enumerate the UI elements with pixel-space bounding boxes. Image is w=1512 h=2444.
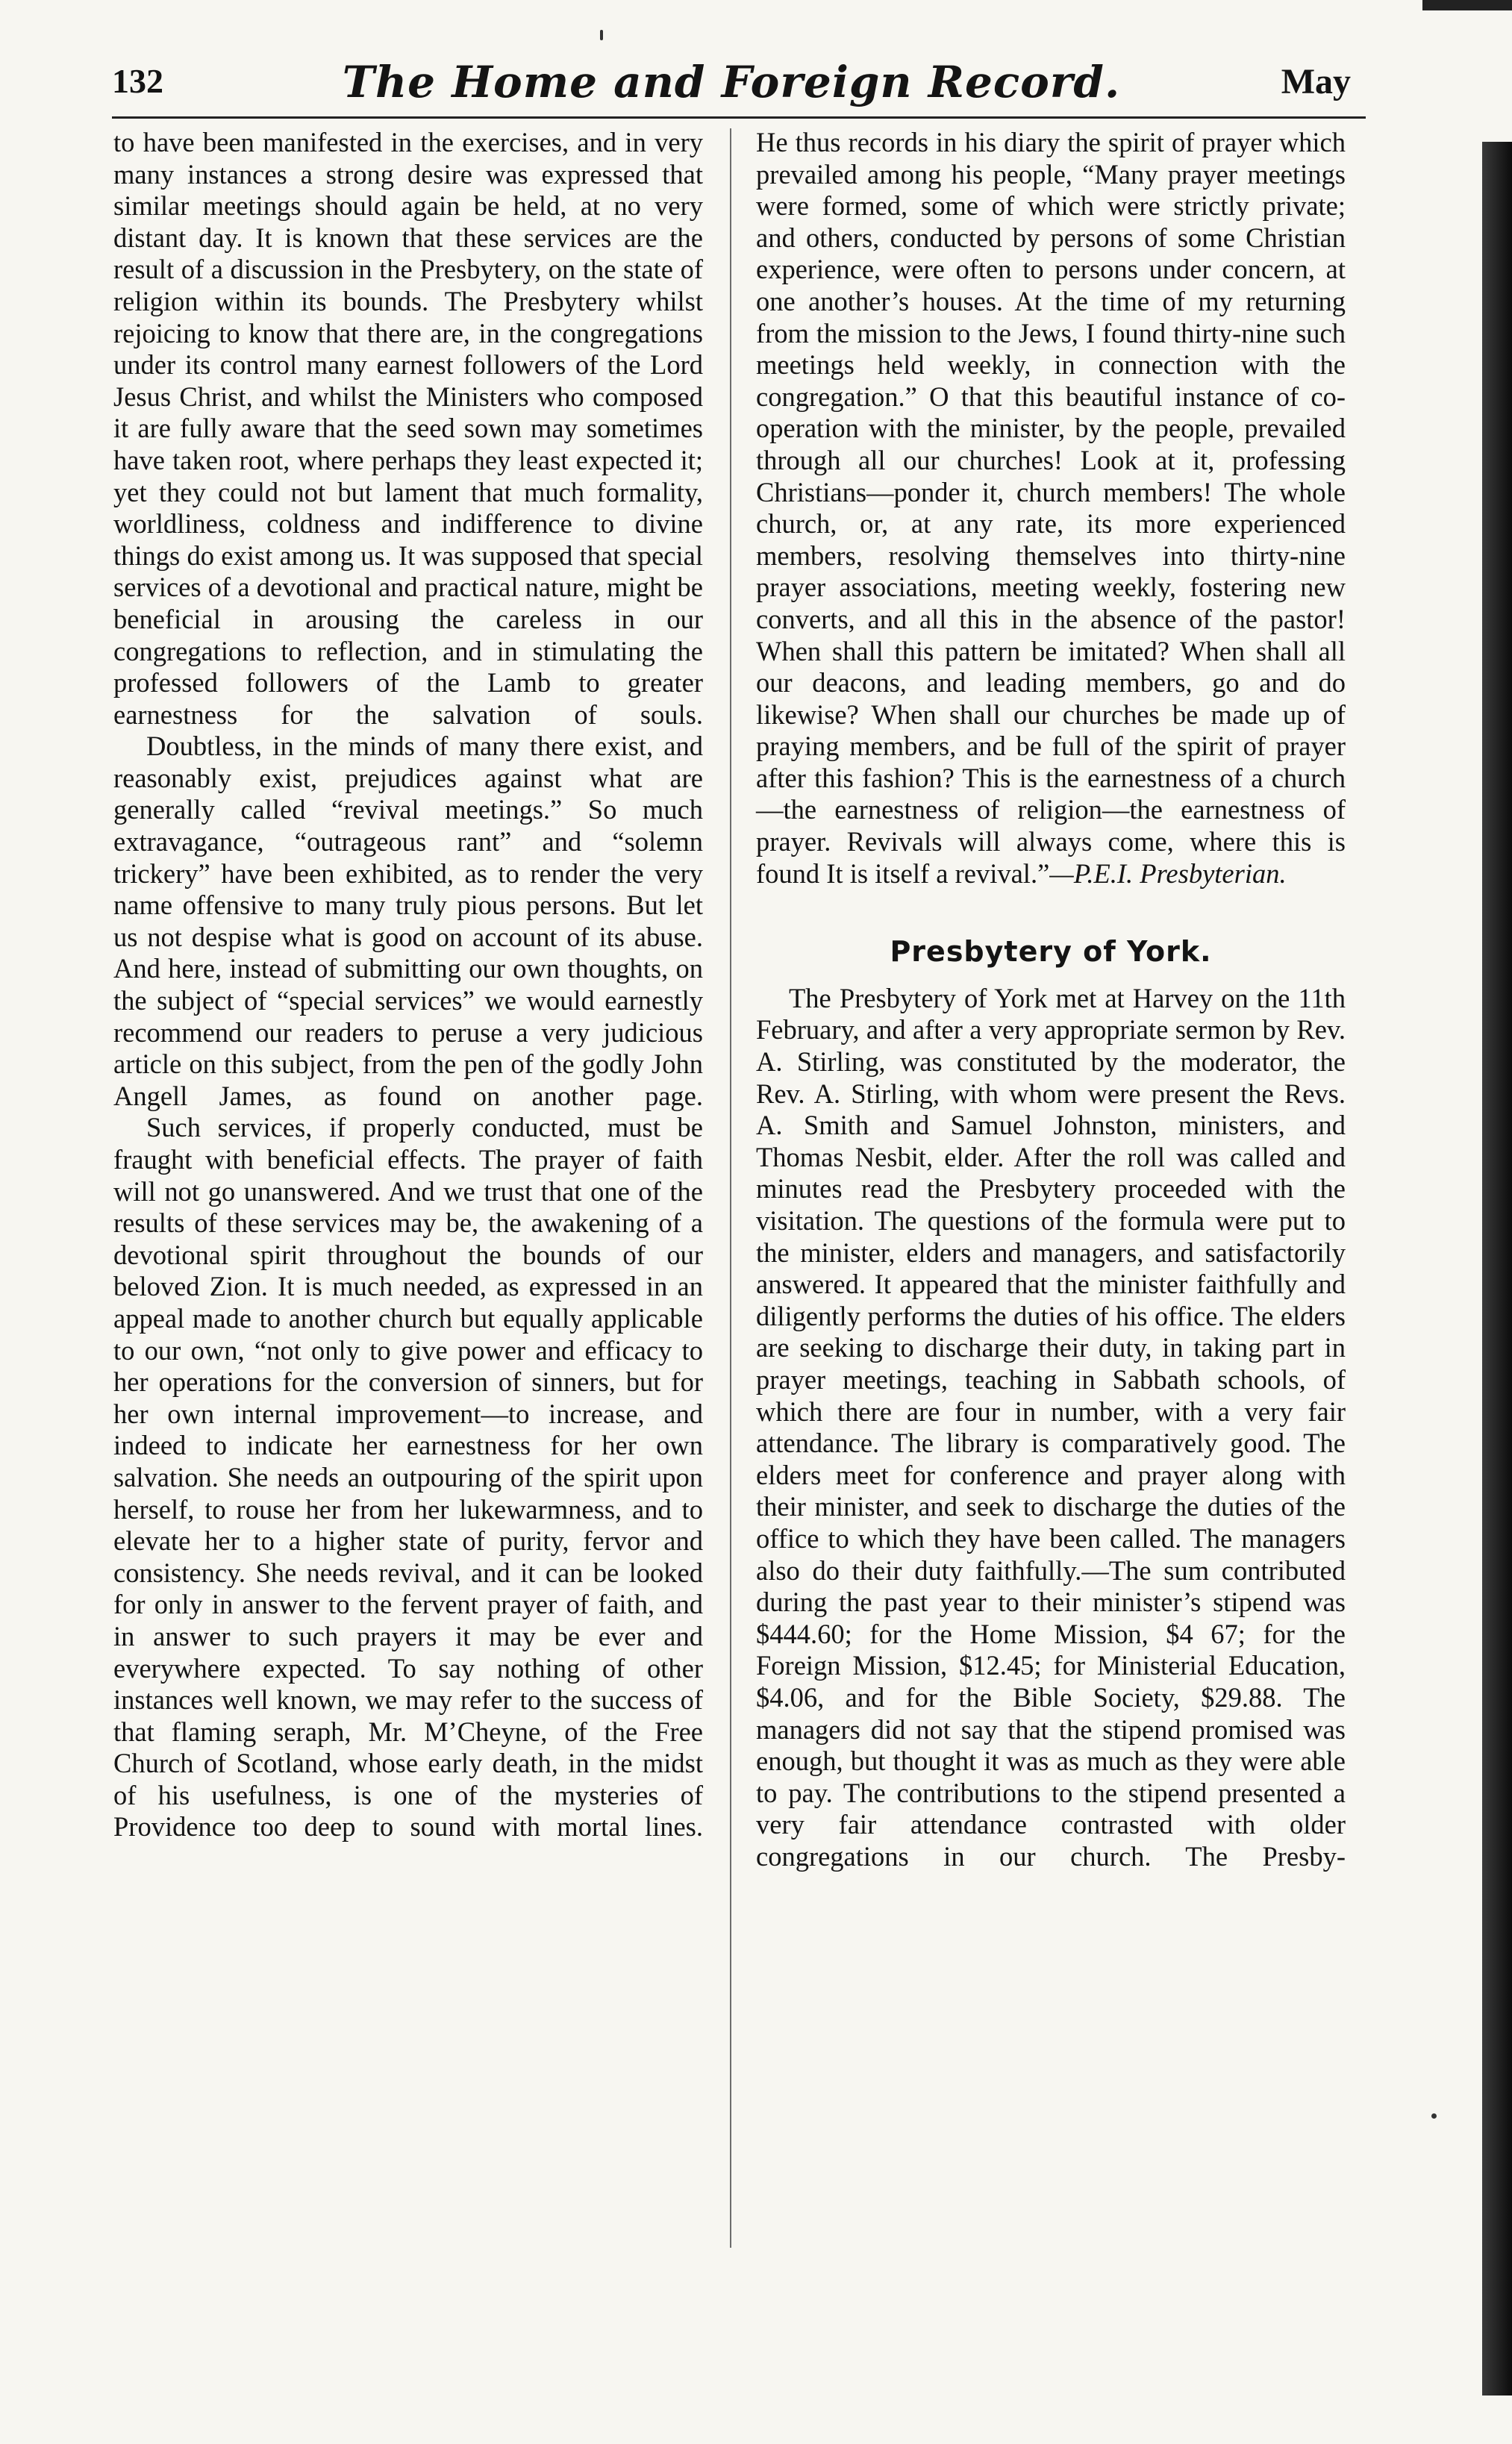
section-paragraph: The Presbytery of York met at Harvey on the 11th February, and after a very appropriate sermon by Rev. A. Stirling, was constituted by the moderator, the Rev. A. Stirling, with whom were present the Revs. A. Smith and Samuel Johnston, ministers, and Thomas Nesbit, elder. After the roll was called and minutes read the Presbytery proceeded with the visitation. The questions of the formula were put to the minister, elders and managers, and satisfactorily answered. It appeared that the minister faithfully and diligently performs the duties of his office. The elders are seeking to discharge their duty, in taking part in prayer meetings, teaching in Sabbath schools, of which there are four in number, with a very fair attendance. The library is comparatively good. The elders meet for conference and prayer along with their minister, and seek to discharge the duties of the office to which they have been called. The managers also do their duty faithfully.—The sum contributed during the past year to their minister’s stipend was $444.60; for the Home Mission, $4 67; for the Foreign Mission, $12.45; for Ministerial Education, $4.06, and for the Bible Society, $29.88. The managers did not say that the stipend promised was enough, but thought it was as much as they were able to pay. The contributions to the stipend presented a very fair attendance contrasted with older congregations in our church. The Presby- — [756, 982, 1346, 1872]
quote-signature: —P.E.I. Presbyterian. — [1049, 857, 1287, 889]
quote-paragraph — [756, 127, 1346, 890]
scan-binding-edge — [1482, 142, 1512, 2395]
scan-edge-mark — [1422, 0, 1512, 10]
left-paragraph-2: Doubtless, in the minds of many there exist, and reasonably exist, prejudices against what are generally called “revival meetings.” So much extravagance, “outrageous rant” and “solemn trickery” have been exhibited, as to render the very name offensive to many truly pious persons. But let us not despise what is good on account of its abuse. And here, instead of submitting our own thoughts, on the subject of “special services” we would earnestly recommend our readers to peruse a very judicious article on this subject, from the pen of the godly John Angell James, as found on another page. — [113, 731, 703, 1111]
quote-text: He thus records in his diary the spirit of prayer which prevailed among his people, “Many prayer meetings were formed, some of which were strictly private; and others, conducted by persons of some Christian experience, were often to persons under concern, at one another’s houses. At the time of my returning from the mission to the Jews, I found thirty-nine such meetings held weekly, in connection with the congregation.” O that this beautiful instance of co-operation with the minister, by the people, prevailed through all our churches! Look at it, professing Christians—ponder it, church members! The whole church, or, at any rate, its more experienced members, resolving themselves into thirty-nine prayer associations, meeting weekly, fostering new converts, and all this in the absence of the pastor! When shall this pattern be imitated? When shall all our deacons, and leading members, go and do likewise? When shall our churches be made up of praying members, and be full of the spirit of prayer after this fashion? This is the earnestness of a church—the earnestness of religion—the earnestness of prayer. Revivals will always come, where this is found It is itself a revival.” — [756, 127, 1346, 889]
right-column — [756, 127, 1346, 1872]
page-header — [112, 57, 1351, 115]
scan-speck — [600, 30, 603, 40]
header-rule — [112, 116, 1366, 119]
scan-speck — [1431, 2113, 1437, 2119]
running-month: May — [1281, 62, 1351, 101]
left-paragraph-3: Such services, if properly conducted, must be fraught with beneficial effects. The prayer of faith will not go unanswered. And we trust that one of the results of these services may be, the awakening of a devotional spirit throughout the bounds of our beloved Zion. It is much needed, as expressed in an appeal made to another church but equally applicable to our own, “not only to give power and efficacy to her operations for the conversion of sinners, but for her own internal improvement—to increase, and indeed to indicate her earnestness for her own salvation. She needs an outpouring of the spirit upon herself, to rouse her from her lukewarmness, and to elevate her to a higher state of purity, fervor and consistency. She needs revival, and it can be looked for only in answer to the fervent prayer of faith, and in answer to such prayers it may be ever and everywhere expected. To say nothing of other instances well known, we may refer to the success of that flaming seraph, Mr. M’Cheyne, of the Free Church of Scotland, whose early death, in the midst of his usefulness, is one of the mysteries of Providence too deep to sound with mortal lines. — [113, 1112, 703, 1843]
left-paragraph-1: to have been manifested in the exercises, and in very many instances a strong desire was expressed that similar meetings should again be held, at no very distant day. It is known that these services are the result of a discussion in the Presbytery, on the state of religion within its bounds. The Presbytery whilst rejoicing to know that there are, in the congregations under its control many earnest followers of the Lord Jesus Christ, and whilst the Ministers who composed it are fully aware that the seed sown may sometimes have taken root, where perhaps they least expected it; yet they could not but lament that much formality, worldliness, coldness and indifference to divine things do exist among us. It was supposed that special services of a devotional and practical nature, might be beneficial in arousing the careless in our congregations to reflection, and in stimulating the professed followers of the Lamb to greater earnestness for the salvation of souls. — [113, 127, 703, 730]
section-title: Presbytery of York. — [890, 935, 1212, 969]
left-column — [113, 127, 703, 1843]
page-number: 132 — [112, 62, 163, 100]
column-divider — [730, 128, 731, 2248]
running-title: The Home and Foreign Record. — [342, 57, 1121, 107]
